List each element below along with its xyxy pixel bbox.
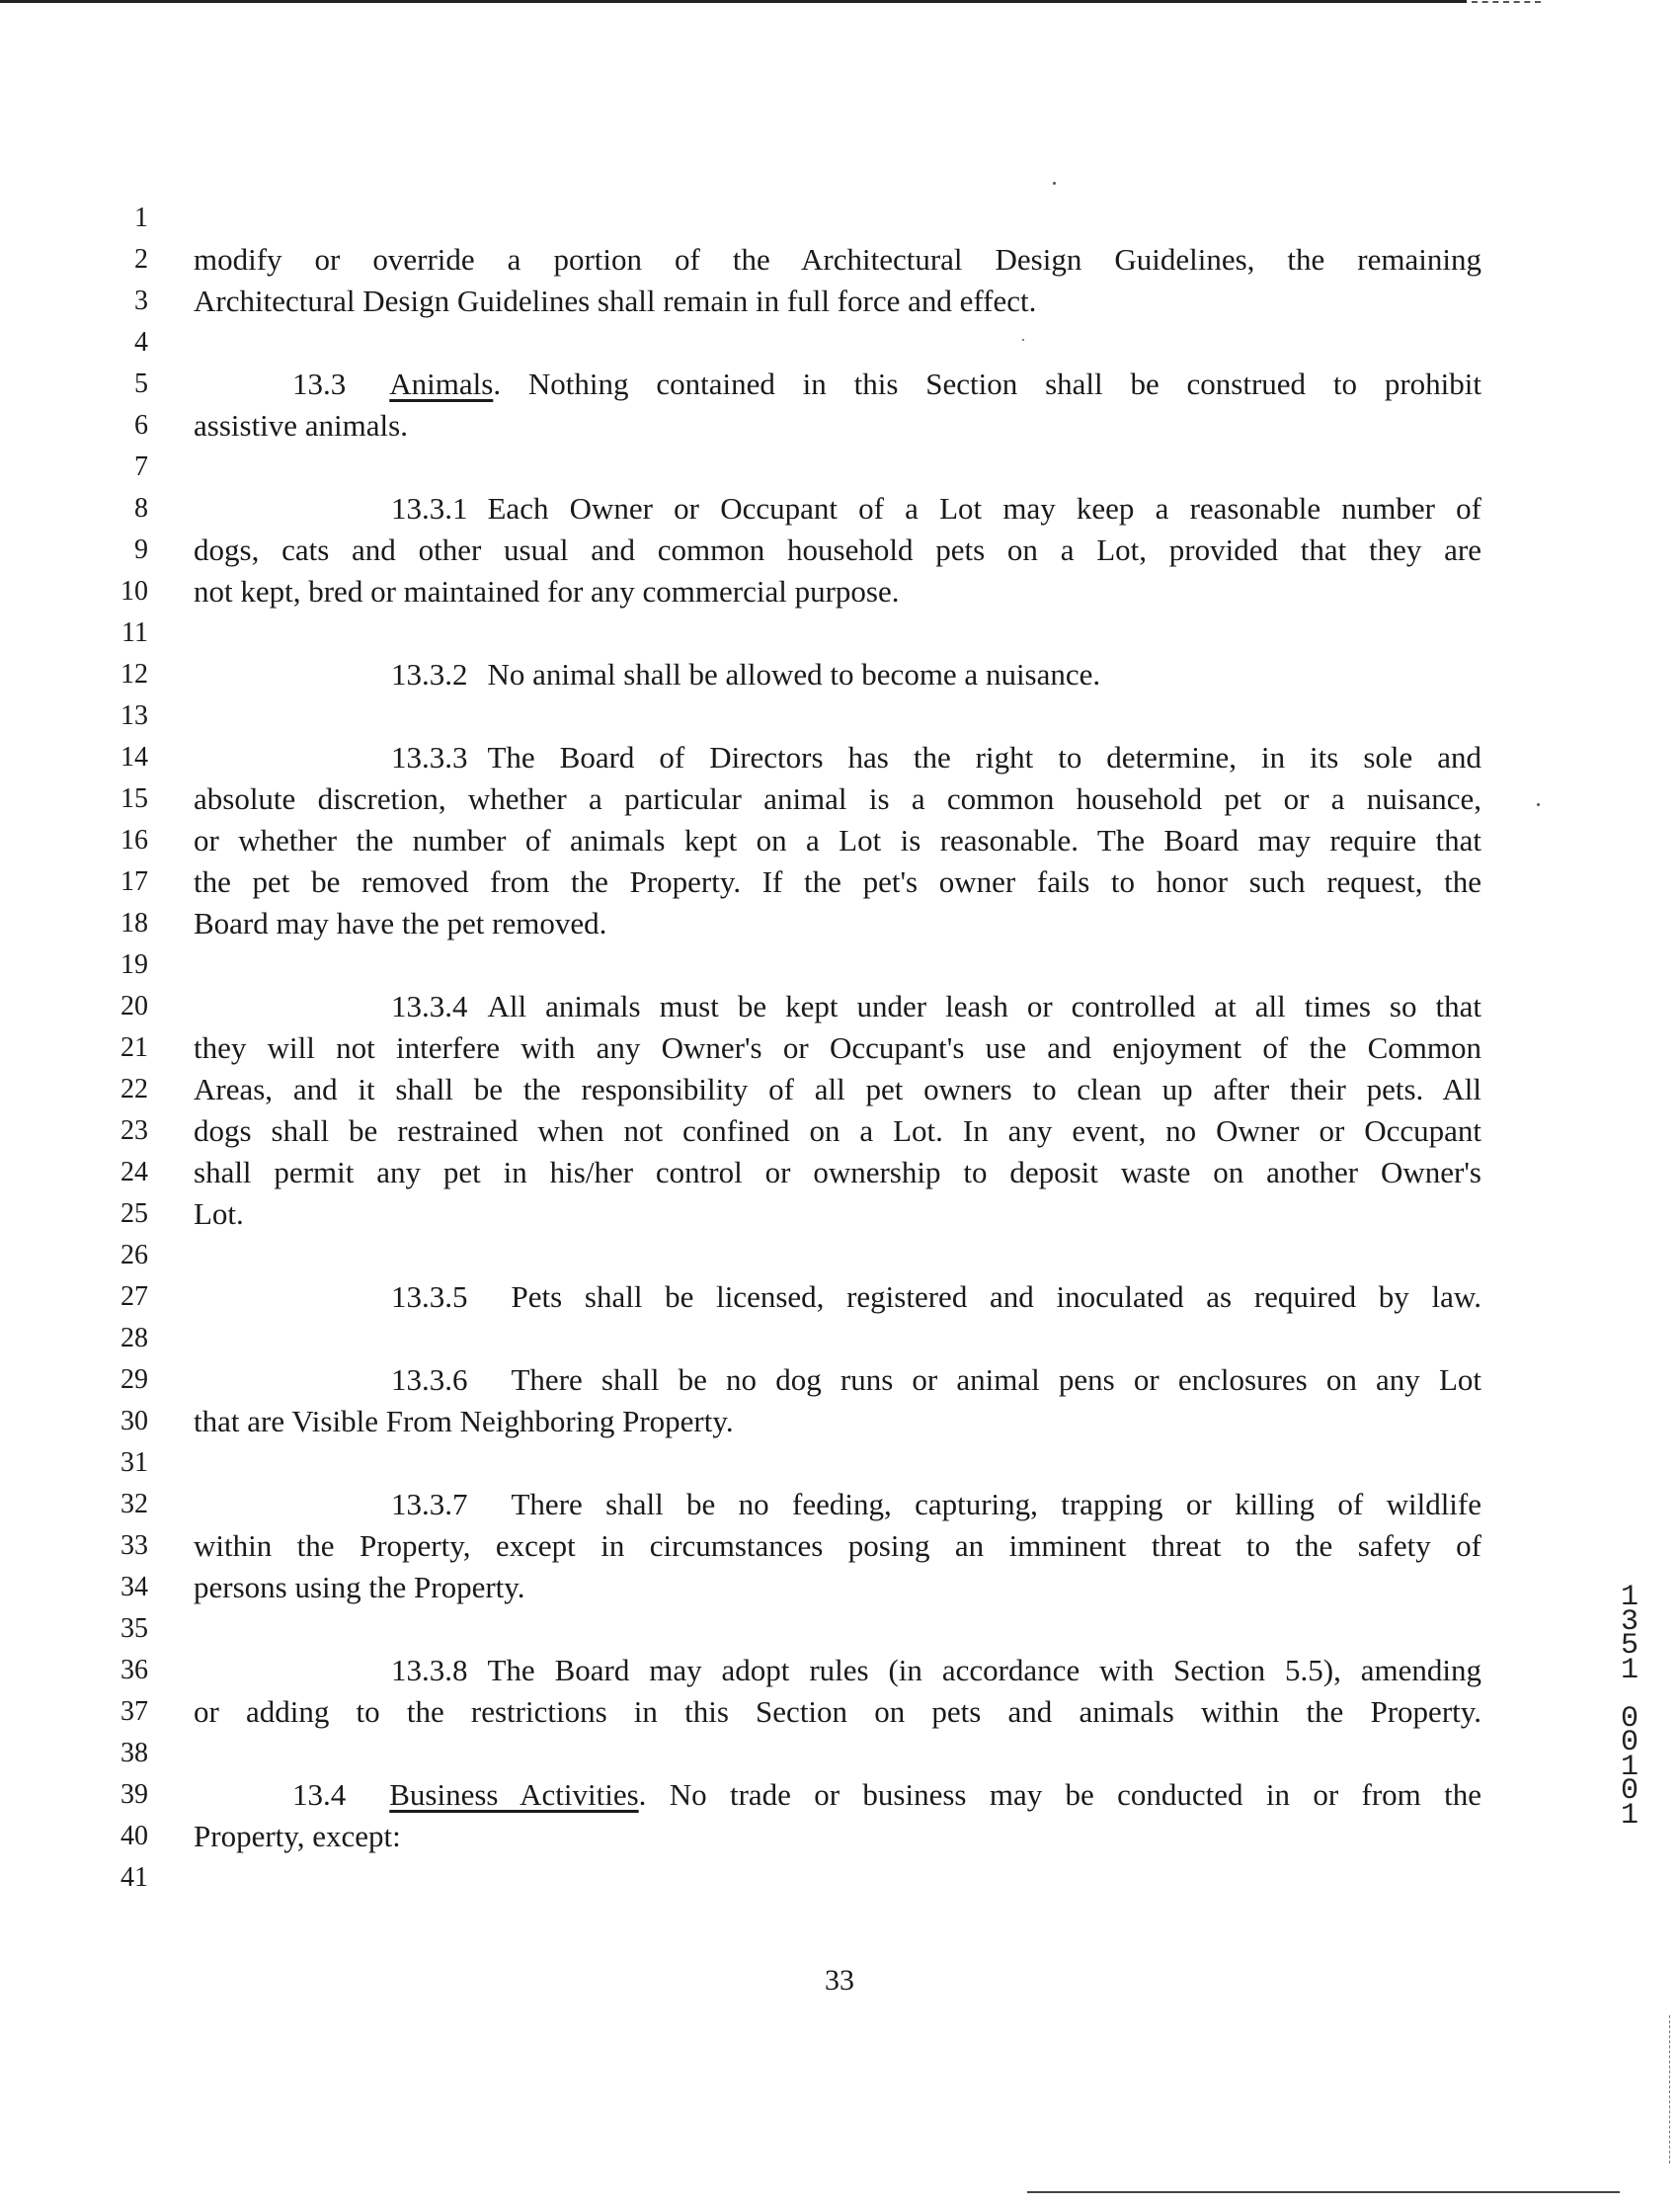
subsection-13-3-1-line: [391, 488, 1481, 530]
text-line-15: absolute discretion, whether a particular animal is a common household pet or a nuisance,: [194, 781, 1481, 816]
text-line-34: persons using the Property.: [194, 1570, 525, 1604]
subsection-13-3-8-line: [391, 1650, 1481, 1691]
section-text: . No trade or business may be conducted in or from the: [638, 1777, 1481, 1812]
line-number: 39: [120, 1779, 148, 1810]
subsection-text: The Board may adopt rules (in accordance with Section 5.5), amending: [487, 1653, 1481, 1687]
line-number: 31: [120, 1447, 148, 1478]
line-number: 29: [120, 1364, 148, 1395]
document-number-char: 1: [1620, 1750, 1639, 1784]
text-line-3: Architectural Design Guidelines shall remain in full force and effect.: [194, 284, 1037, 318]
subsection-text: All animals must be kept under leash or controlled at all times so that: [487, 989, 1481, 1023]
text-line-22: Areas, and it shall be the responsibility of all pet owners to clean up after their pets. All: [194, 1072, 1481, 1106]
line-number: 4: [134, 327, 148, 358]
subsection-text: There shall be no dog runs or animal pens or enclosures on any Lot: [511, 1362, 1481, 1397]
line-number: 40: [120, 1821, 148, 1851]
subsection-text: Pets shall be licensed, registered and inoculated as required by law.: [511, 1279, 1481, 1314]
bottom-rule: [1027, 2191, 1620, 2193]
document-number-char: 0: [1620, 1774, 1639, 1808]
scan-speck: [1053, 182, 1056, 185]
line-number: 5: [134, 368, 148, 399]
document-number-char: 1: [1620, 1798, 1639, 1833]
subsection-number: 13.3.3: [391, 740, 468, 775]
line-number: 17: [120, 866, 148, 897]
subsection-text: The Board of Directors has the right to determine, in its sole and: [487, 740, 1481, 775]
line-number: 20: [120, 991, 148, 1021]
line-number: 6: [134, 410, 148, 441]
line-number: 26: [120, 1240, 148, 1270]
line-number: 2: [134, 244, 148, 275]
line-number: 25: [120, 1198, 148, 1229]
text-line-17: the pet be removed from the Property. If the pet's owner fails to honor such request, the: [194, 864, 1481, 899]
line-number: 41: [120, 1862, 148, 1893]
subsection-13-3-3-line: [391, 737, 1481, 778]
line-number: 24: [120, 1157, 148, 1187]
scan-speck: [1022, 339, 1024, 341]
line-number: 37: [120, 1696, 148, 1727]
line-number: 35: [120, 1613, 148, 1644]
text-line-18: Board may have the pet removed.: [194, 906, 607, 940]
text-line-21: they will not interfere with any Owner's or Occupant's use and enjoyment of the Common: [194, 1030, 1481, 1065]
section-13-3-line: [292, 364, 1481, 405]
document-number-char: 1: [1620, 1653, 1639, 1687]
text-line-10: not kept, bred or maintained for any commercial purpose.: [194, 574, 900, 609]
line-number: 13: [120, 700, 148, 731]
line-number: 22: [120, 1074, 148, 1104]
subsection-13-3-4-line: [391, 986, 1481, 1027]
document-number-char: 0: [1620, 1726, 1639, 1759]
line-number: 7: [134, 451, 148, 482]
text-line-23: dogs shall be restrained when not confined on a Lot. In any event, no Owner or Occupant: [194, 1113, 1481, 1148]
document-number-char: 1: [1620, 1581, 1639, 1614]
text-line-6: assistive animals.: [194, 408, 408, 443]
text-line-9: dogs, cats and other usual and common household pets on a Lot, provided that they are: [194, 532, 1481, 567]
text-line-30: that are Visible From Neighboring Property.: [194, 1404, 734, 1438]
line-number: 10: [120, 576, 148, 607]
line-number: 8: [134, 493, 148, 524]
line-number: 18: [120, 908, 148, 939]
line-number: 11: [121, 617, 148, 648]
line-number: 30: [120, 1406, 148, 1436]
scan-speck: [1537, 803, 1540, 806]
section-title-animals: Animals: [389, 367, 494, 401]
line-number: 19: [120, 949, 148, 980]
text-line-24: shall permit any pet in his/her control or ownership to deposit waste on another Owner's: [194, 1155, 1481, 1189]
subsection-number: 13.3.4: [391, 989, 468, 1023]
text-line-16: or whether the number of animals kept on a Lot is reasonable. The Board may require that: [194, 823, 1481, 858]
subsection-number: 13.3.7: [391, 1487, 468, 1521]
line-number: 27: [120, 1281, 148, 1312]
page-number: 33: [825, 1964, 854, 1997]
subsection-13-3-2-line: [391, 654, 1481, 695]
line-number: 21: [120, 1032, 148, 1063]
document-number-char: 0: [1620, 1701, 1639, 1736]
text-line-25: Lot.: [194, 1196, 244, 1231]
document-number-stamp: [1610, 1581, 1649, 1833]
line-number: 32: [120, 1489, 148, 1519]
subsection-number: 13.3.2: [391, 657, 468, 692]
subsection-number: 13.3.8: [391, 1653, 468, 1687]
top-rule: [0, 0, 1467, 3]
text-line-37: or adding to the restrictions in this Section on pets and animals within the Property.: [194, 1694, 1481, 1729]
line-number: 36: [120, 1655, 148, 1685]
line-number: 9: [134, 534, 148, 565]
section-13-4-line: [292, 1774, 1481, 1816]
subsection-text: There shall be no feeding, capturing, trapping or killing of wildlife: [511, 1487, 1481, 1521]
right-edge-dash: [1669, 2015, 1670, 2164]
subsection-number: 13.3.6: [391, 1362, 468, 1397]
document-number-char: 3: [1620, 1604, 1639, 1639]
line-number: 3: [134, 286, 148, 316]
subsection-text: No animal shall be allowed to become a nuisance.: [487, 657, 1101, 692]
line-number: 1: [134, 203, 148, 233]
line-number: 12: [120, 659, 148, 690]
subsection-number: 13.3.5: [391, 1279, 468, 1314]
text-line-40: Property, except:: [194, 1819, 401, 1853]
text-line-2: modify or override a portion of the Architectural Design Guidelines, the remaining: [194, 242, 1481, 277]
line-number: 23: [120, 1115, 148, 1146]
subsection-text: Each Owner or Occupant of a Lot may keep a reasonable number of: [487, 491, 1481, 526]
section-number: 13.3: [292, 367, 347, 401]
section-number: 13.4: [292, 1777, 347, 1812]
subsection-13-3-5-line: [391, 1276, 1481, 1318]
section-text: . Nothing contained in this Section shall be construed to prohibit: [493, 367, 1481, 401]
line-number: 28: [120, 1323, 148, 1353]
top-rule-dash: [1472, 1, 1541, 3]
section-title-business-activities: Business Activities: [389, 1777, 639, 1812]
line-number: 33: [120, 1530, 148, 1561]
line-number: 14: [120, 742, 148, 773]
line-number: 34: [120, 1572, 148, 1602]
line-number: 15: [120, 783, 148, 814]
line-number: 38: [120, 1738, 148, 1768]
subsection-13-3-7-line: [391, 1484, 1481, 1525]
subsection-13-3-6-line: [391, 1359, 1481, 1401]
text-line-33: within the Property, except in circumstances posing an imminent threat to the safety of: [194, 1528, 1481, 1563]
document-number-char: 5: [1620, 1629, 1639, 1663]
subsection-number: 13.3.1: [391, 491, 468, 526]
line-number: 16: [120, 825, 148, 856]
